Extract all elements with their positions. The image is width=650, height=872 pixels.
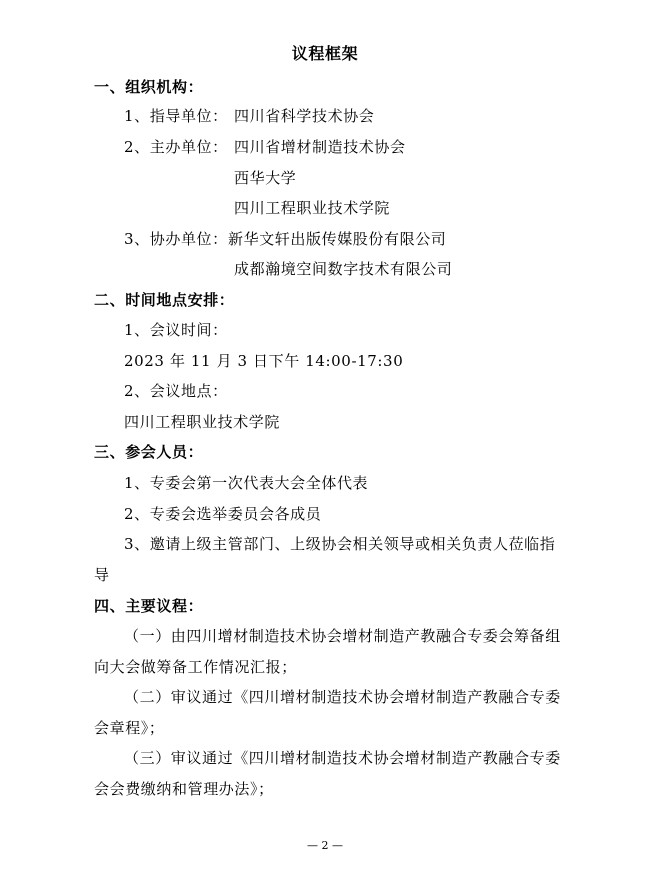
host-unit-org-2: 西华大学: [234, 169, 297, 187]
agenda-item-2-line-2: 会章程》；: [94, 719, 165, 737]
meeting-time-label: 1、会议时间：: [124, 321, 228, 339]
guide-unit-label: 1、指导单位：: [124, 107, 228, 125]
attendee-item-3-line-2: 导: [94, 566, 110, 584]
agenda-item-3-line-2: 会会费缴纳和管理办法》；: [94, 780, 274, 798]
section-1-heading: 一、组织机构：: [94, 78, 204, 96]
host-unit-org-1: 四川省增材制造技术协会: [234, 138, 406, 156]
section-4-heading: 四、主要议程：: [94, 597, 204, 615]
attendee-item-2: 2、专委会选举委员会各成员: [124, 505, 322, 523]
meeting-place-label: 2、会议地点：: [124, 382, 228, 400]
attendee-item-1: 1、专委会第一次代表大会全体代表: [124, 474, 369, 492]
section-2-heading: 二、时间地点安排：: [94, 291, 235, 309]
co-unit-org-1: 新华文轩出版传媒股份有限公司: [228, 230, 447, 248]
page-title: 议程框架: [291, 44, 359, 63]
co-unit-org-2: 成都瀚境空间数字技术有限公司: [234, 260, 453, 278]
host-unit-label: 2、主办单位：: [124, 138, 228, 156]
agenda-item-2-line-1: （二）审议通过《四川增材制造技术协会增材制造产教融合专委: [124, 688, 561, 706]
agenda-item-1-line-2: 向大会做筹备工作情况汇报；: [94, 658, 297, 676]
section-3-heading: 三、参会人员：: [94, 443, 204, 461]
guide-unit-org: 四川省科学技术协会: [234, 107, 375, 125]
agenda-item-1-line-1: （一）由四川增材制造技术协会增材制造产教融合专委会筹备组: [124, 627, 561, 645]
meeting-place-value: 四川工程职业技术学院: [124, 413, 281, 431]
agenda-item-3-line-1: （三）审议通过《四川增材制造技术协会增材制造产教融合专委: [124, 749, 561, 767]
meeting-time-value: 2023 年 11 月 3 日下午 14:00-17:30: [124, 352, 404, 370]
page-number: — 2 —: [307, 839, 343, 852]
host-unit-org-3: 四川工程职业技术学院: [234, 199, 391, 217]
attendee-item-3-line-1: 3、邀请上级主管部门、上级协会相关领导或相关负责人莅临指: [124, 535, 556, 553]
co-unit-label: 3、协办单位：: [124, 230, 228, 248]
